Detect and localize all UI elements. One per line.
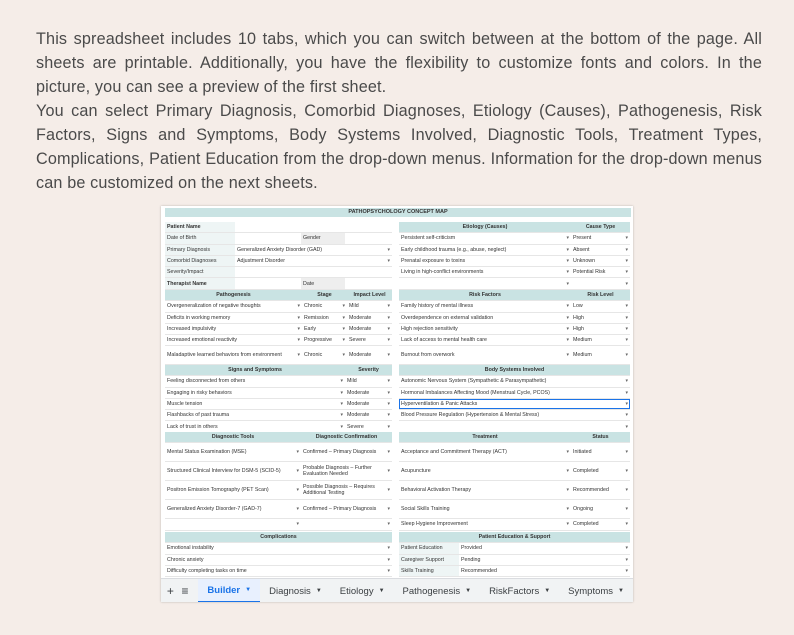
diagnostic-tool-cell[interactable]: Positron Emission Tomography (PET Scan) ▾ [165, 481, 301, 499]
cause-type-cell[interactable]: Unknown ▾ [571, 256, 630, 266]
add-sheet-icon[interactable]: + [166, 584, 174, 598]
risk-factor-cell[interactable]: Lack of access to mental health care ▾ [399, 335, 571, 345]
education-label: Skills Training [399, 566, 459, 576]
stage-cell[interactable]: Early ▾ [302, 324, 347, 334]
confirmation-cell[interactable]: Confirmed – Primary Diagnosis ▾ [301, 443, 392, 461]
impact-cell[interactable]: Moderate ▾ [347, 346, 392, 364]
tab-riskfactors[interactable] [480, 579, 559, 602]
treatment-cell[interactable]: Acupuncture ▾ [399, 462, 571, 480]
etiology-cell[interactable]: Persistent self-criticism ▾ [399, 233, 571, 243]
impact-cell[interactable]: Severe ▾ [347, 335, 392, 345]
tab-label: Pathogenesis [402, 585, 461, 597]
diagnostic-tool-cell[interactable] [165, 519, 301, 529]
pathogenesis-header: Pathogenesis [216, 292, 251, 299]
diagnostic-tools-header: Diagnostic Tools [211, 434, 255, 441]
body-systems-table [399, 365, 630, 433]
comorbid-dropdown[interactable]: Adjustment Disorder ▾ [235, 256, 392, 266]
chevron-down-icon: ▼ [618, 588, 624, 594]
all-sheets-menu-icon[interactable]: ≡ [181, 584, 189, 598]
tab-label: Diagnosis [269, 585, 311, 597]
confirmation-cell[interactable]: Possible Diagnosis – Requires Additional Testing ▾ [301, 481, 392, 499]
etiology-table [399, 222, 630, 290]
risk-level-header: Risk Level [587, 292, 614, 299]
treatment-status-cell[interactable]: Recommended ▾ [571, 481, 630, 499]
risk-factors-table [399, 290, 630, 365]
dob-label: Date of Birth [165, 233, 235, 243]
severity-cell[interactable]: Moderate ▾ [345, 410, 392, 420]
comorbid-label: Comorbid Diagnoses [165, 256, 235, 266]
gender-cell[interactable] [345, 233, 392, 243]
status-header: Status [592, 434, 609, 441]
stage-cell[interactable]: Chronic ▾ [302, 346, 347, 364]
risk-level-cell[interactable]: Medium ▾ [571, 335, 630, 345]
treatment-cell[interactable]: Social Skills Training ▾ [399, 500, 571, 518]
patient-info-block [165, 222, 392, 290]
sheet-title: PATHOPSYCHOLOGY CONCEPT MAP [165, 208, 631, 217]
tab-etiology[interactable] [331, 579, 394, 602]
cause-type-cell[interactable]: Present ▾ [571, 233, 630, 243]
dob-cell[interactable] [235, 233, 301, 243]
pathogenesis-cell[interactable]: Increased impulsivity ▾ [165, 324, 302, 334]
complication-cell[interactable]: Difficulty completing tasks on time ▾ [165, 566, 392, 576]
stage-cell[interactable]: Progressive ▾ [302, 335, 347, 345]
confirmation-cell[interactable]: Probable Diagnosis – Further Evaluation Needed ▾ [301, 462, 392, 480]
severity-cell[interactable]: Moderate ▾ [345, 388, 392, 398]
primary-diagnosis-dropdown[interactable]: Generalized Anxiety Disorder (GAD) ▾ [235, 245, 392, 255]
treatment-cell[interactable]: Acceptance and Commitment Therapy (ACT) ▾ [399, 443, 571, 461]
body-system-cell-selected[interactable]: Hyperventilation & Panic Attacks ▾ [399, 399, 630, 409]
education-status-cell[interactable]: Provided ▾ [459, 543, 630, 553]
patient-education-table [399, 532, 630, 577]
primary-diagnosis-label: Primary Diagnosis [165, 245, 235, 255]
symptom-cell[interactable]: Feeling disconnected from others ▾ [165, 376, 345, 386]
chevron-down-icon: ▼ [245, 587, 252, 593]
tab-label: Builder [207, 584, 241, 596]
severity-cell[interactable] [235, 267, 392, 277]
body-system-cell[interactable]: Blood Pressure Regulation (Hypertension & Mental Stress) ▾ [399, 410, 630, 420]
intro-paragraph-2: You can select Primary Diagnosis, Comorbid Diagnoses, Etiology (Causes), Pathogenesis, Risk Factors, Signs and Symptoms, Body Systems Involved, Diagnostic Tools, Treatment Types, Complications, Patient Education from the drop-down menus. Information for the drop-down menus can be customized on the next sheets. [36, 102, 762, 192]
tab-symptoms[interactable] [559, 579, 633, 602]
etiology-header: Etiology (Causes) [462, 224, 508, 231]
tab-label: Symptoms [568, 585, 614, 597]
risk-factor-cell[interactable]: Overdependence on external validation ▾ [399, 313, 571, 323]
treatment-status-cell[interactable]: Ongoing ▾ [571, 500, 630, 518]
risk-factor-cell[interactable]: Family history of mental illness ▾ [399, 301, 571, 311]
spreadsheet-preview [161, 206, 633, 602]
etiology-cell[interactable]: Early childhood trauma (e.g., abuse, neglect) ▾ [399, 245, 571, 255]
diagnostic-tool-cell[interactable]: Structured Clinical Interview for DSM-5 (SCID-5) ▾ [165, 462, 301, 480]
severity-cell[interactable]: Moderate ▾ [345, 399, 392, 409]
tab-diagnosis[interactable] [260, 579, 331, 602]
risk-factor-cell[interactable]: Burnout from overwork ▾ [399, 346, 571, 364]
complication-cell[interactable]: Chronic anxiety ▾ [165, 555, 392, 565]
education-label: Caregiver Support [399, 555, 459, 565]
education-status-cell[interactable]: Pending ▾ [459, 555, 630, 565]
symptom-cell[interactable]: Muscle tension ▾ [165, 399, 345, 409]
risk-factor-cell[interactable]: High rejection sensitivity ▾ [399, 324, 571, 334]
pathogenesis-cell[interactable]: Increased emotional reactivity ▾ [165, 335, 302, 345]
diagnostic-tools-table [165, 432, 392, 531]
tab-label: RiskFactors [489, 585, 540, 597]
impact-cell[interactable]: Moderate ▾ [347, 324, 392, 334]
complications-table [165, 532, 392, 577]
signs-symptoms-table [165, 365, 392, 433]
etiology-cell[interactable]: Prenatal exposure to toxins ▾ [399, 256, 571, 266]
date-cell[interactable] [345, 278, 392, 288]
stage-cell[interactable]: Chronic ▾ [302, 301, 347, 311]
intro-paragraph-1: This spreadsheet includes 10 tabs, which you can switch between at the bottom of the page. All sheets are printable. Additionally, you have the flexibility to customize fonts and colors. In the picture, you can see a preview of the first sheet. [36, 30, 762, 96]
impact-level-header: Impact Level [353, 292, 386, 299]
education-label: Patient Education [399, 543, 459, 553]
etiology-cell[interactable]: Living in high-conflict environments ▾ [399, 267, 571, 277]
pathogenesis-cell[interactable]: Maladaptive learned behaviors from environment ▾ [165, 346, 302, 364]
symptom-cell[interactable]: Lack of trust in others ▾ [165, 421, 345, 431]
stage-cell[interactable]: Remission ▾ [302, 313, 347, 323]
treatment-status-cell[interactable]: Completed ▾ [571, 462, 630, 480]
treatment-table [399, 432, 630, 531]
date-label: Date [301, 278, 345, 288]
complications-header: Complications [260, 534, 297, 541]
stage-header: Stage [317, 292, 332, 299]
chevron-down-icon: ▼ [465, 588, 472, 594]
signs-symptoms-header: Signs and Symptoms [228, 367, 282, 374]
gender-label: Gender [301, 233, 345, 243]
cause-type-cell[interactable] [571, 278, 630, 288]
impact-cell[interactable]: Mild ▾ [347, 301, 392, 311]
severity-label: Severity/Impact [165, 267, 235, 277]
diagnostic-confirmation-header: Diagnostic Confirmation [315, 434, 378, 441]
impact-cell[interactable]: Moderate ▾ [347, 313, 392, 323]
confirmation-cell[interactable] [301, 519, 392, 529]
severity-cell[interactable]: Mild ▾ [345, 376, 392, 386]
symptom-cell[interactable]: Engaging in risky behaviors ▾ [165, 388, 345, 398]
risk-level-cell[interactable]: High ▾ [571, 324, 630, 334]
risk-level-cell[interactable]: Low ▾ [571, 301, 630, 311]
treatment-cell[interactable]: Behavioral Activation Therapy ▾ [399, 481, 571, 499]
education-status-cell[interactable]: Recommended ▾ [459, 566, 630, 576]
treatment-header: Treatment [472, 434, 498, 441]
risk-level-cell[interactable]: High ▾ [571, 313, 630, 323]
chevron-down-icon: ▼ [544, 588, 551, 594]
therapist-label: Therapist Name [165, 278, 235, 288]
severity-cell[interactable]: Severe ▾ [345, 421, 392, 431]
treatment-cell[interactable]: Sleep Hygiene Improvement ▾ [399, 519, 571, 529]
therapist-cell[interactable] [235, 278, 301, 288]
body-systems-header: Body Systems Involved [484, 367, 545, 374]
diagnostic-tool-cell[interactable]: Mental Status Examination (MSE) ▾ [165, 443, 301, 461]
tab-label: Etiology [339, 585, 374, 597]
complication-cell[interactable]: Emotional instability ▾ [165, 543, 392, 553]
pathogenesis-cell[interactable]: Overgeneralization of negative thoughts ▾ [165, 301, 302, 311]
symptom-cell[interactable]: Flashbacks of past trauma ▾ [165, 410, 345, 420]
etiology-cell[interactable] [399, 278, 571, 288]
intro-text [36, 27, 762, 195]
risk-factors-header: Risk Factors [469, 292, 501, 299]
diagnostic-tool-cell[interactable]: Generalized Anxiety Disorder-7 (GAD-7) ▾ [165, 500, 301, 518]
confirmation-cell[interactable]: Confirmed – Primary Diagnosis ▾ [301, 500, 392, 518]
chevron-down-icon: ▼ [315, 588, 322, 594]
patient-name-cell[interactable] [235, 222, 392, 232]
sheet-tabs-bar [161, 578, 633, 602]
cause-type-cell[interactable]: Absent ▾ [571, 245, 630, 255]
pathogenesis-cell[interactable]: Deficits in working memory ▾ [165, 313, 302, 323]
treatment-status-cell[interactable]: Completed ▾ [571, 519, 630, 529]
patient-education-header: Patient Education & Support [478, 534, 551, 541]
pathogenesis-table [165, 290, 392, 365]
body-system-cell[interactable]: Autonomic Nervous System (Sympathetic & Parasympathetic) ▾ [399, 376, 630, 386]
tab-pathogenesis[interactable] [394, 579, 481, 602]
treatment-status-cell[interactable]: Initiated ▾ [571, 443, 630, 461]
risk-level-cell[interactable]: Medium ▾ [571, 346, 630, 364]
cause-type-header: Cause Type [585, 224, 616, 231]
body-system-cell[interactable]: Hormonal Imbalances Affecting Mood (Menstrual Cycle, PCOS) ▾ [399, 388, 630, 398]
patient-name-label: Patient Name [165, 222, 235, 232]
severity-header: Severity [358, 367, 379, 374]
chevron-down-icon: ▼ [378, 588, 385, 594]
body-system-cell[interactable] [399, 421, 630, 431]
cause-type-cell[interactable]: Potential Risk ▾ [571, 267, 630, 277]
tab-builder[interactable] [198, 579, 260, 602]
